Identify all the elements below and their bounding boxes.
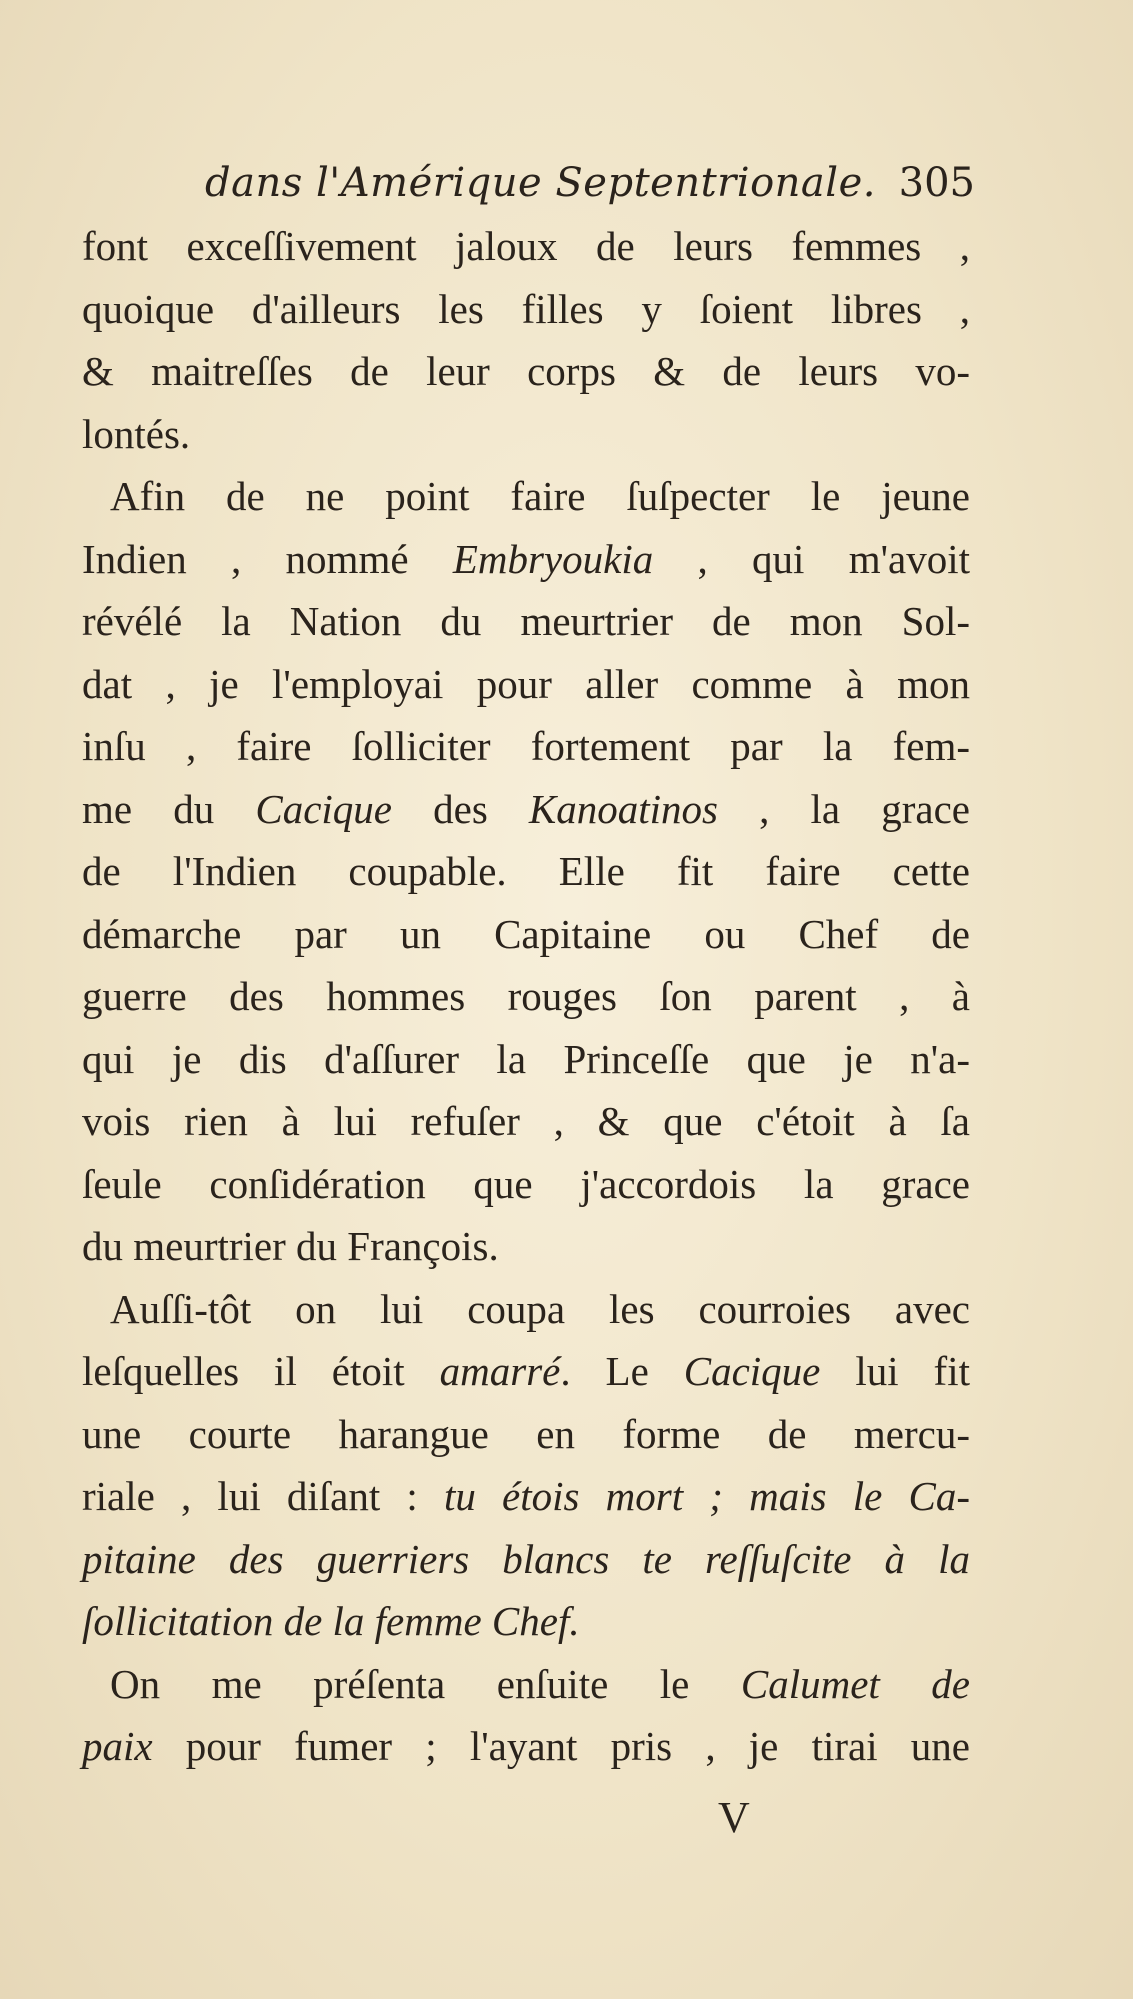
- text-line: [82, 465, 970, 528]
- text-segment: , la grace: [718, 785, 970, 832]
- text-line: [82, 1653, 970, 1716]
- italic-text: Calumet de: [740, 1660, 970, 1707]
- text-line: [82, 965, 970, 1028]
- text-segment: révélé la Nation du meurtrier de mon Sol-: [82, 598, 970, 644]
- text-segment: ſeule conſidération que j'accordois la grace: [82, 1160, 970, 1207]
- text-line: [82, 1465, 970, 1528]
- text-line: [82, 715, 970, 778]
- text-line: [82, 590, 970, 653]
- italic-text: Embryoukia: [452, 535, 654, 582]
- text-segment: Indien , nommé: [82, 535, 453, 582]
- signature-mark: V: [718, 1793, 750, 1842]
- text-line: [82, 1528, 970, 1591]
- page-number: 305: [898, 160, 975, 206]
- text-segment: Auſſi-tôt on lui coupa les courroies avec: [110, 1285, 970, 1332]
- text-line: [82, 1715, 970, 1778]
- italic-text: paix: [82, 1723, 153, 1769]
- text-line: [82, 1403, 970, 1466]
- text-segment: des: [392, 785, 529, 832]
- text-line: [82, 1153, 970, 1216]
- italic-text: Kanoatinos: [528, 785, 719, 832]
- text-segment: démarche par un Capitaine ou Chef de: [82, 910, 970, 957]
- italic-text: tu étois mort ; mais le Ca-: [443, 1473, 970, 1519]
- text-line: [82, 840, 970, 903]
- running-head: dans l'Amérique Septentrionale.: [205, 160, 876, 206]
- text-segment: inſu , faire ſolliciter fortement par la fem-: [82, 723, 970, 769]
- text-segment: font exceſſivement jaloux de leurs femmes ,: [82, 223, 970, 269]
- text-line: [82, 528, 970, 591]
- text-segment: & maitreſſes de leur corps & de leurs vo-: [82, 348, 970, 394]
- italic-text: pitaine des guerriers blancs te reſſuſcite à la: [82, 1535, 970, 1582]
- text-segment: lontés.: [82, 410, 191, 457]
- italic-text: ſollicitation de la femme Chef.: [82, 1598, 580, 1644]
- text-line: [82, 1028, 970, 1091]
- text-segment: du meurtrier du François.: [82, 1223, 499, 1269]
- page-header: [205, 160, 975, 220]
- text-segment: guerre des hommes rouges ſon parent , à: [82, 973, 970, 1019]
- text-segment: riale , lui diſant :: [82, 1473, 444, 1519]
- text-segment: quoique d'ailleurs les filles y ſoient libres ,: [82, 285, 970, 332]
- text-line: [82, 903, 970, 966]
- text-segment: . Le: [560, 1348, 684, 1394]
- text-segment: On me préſenta enſuite le: [110, 1660, 741, 1707]
- text-line: [82, 215, 970, 278]
- text-line: [82, 653, 970, 716]
- text-line: [82, 1278, 970, 1341]
- text-segment: une courte harangue en forme de mercu-: [82, 1410, 970, 1457]
- text-segment: dat , je l'employai pour aller comme à mon: [82, 660, 970, 707]
- text-line: [82, 403, 970, 466]
- text-line: [82, 1090, 970, 1153]
- text-segment: leſquelles il étoit: [82, 1348, 440, 1394]
- italic-text: Cacique: [683, 1348, 821, 1394]
- text-segment: pour fumer ; l'ayant pris , je tirai une: [152, 1723, 970, 1769]
- text-segment: lui fit: [820, 1348, 970, 1394]
- text-line: [82, 1215, 970, 1278]
- text-line: [82, 1590, 970, 1653]
- text-segment: qui je dis d'aſſurer la Princeſſe que je n'a-: [82, 1035, 970, 1082]
- italic-text: Cacique: [255, 785, 392, 832]
- text-segment: vois rien à lui refuſer , & que c'étoit à ſa: [82, 1098, 970, 1144]
- text-line: [82, 278, 970, 341]
- text-segment: Afin de ne point faire ſuſpecter le jeune: [110, 473, 970, 519]
- body-text: [82, 215, 970, 1778]
- text-segment: de l'Indien coupable. Elle fit faire cette: [82, 848, 970, 894]
- text-line: [82, 778, 970, 841]
- text-line: [82, 340, 970, 403]
- text-line: [82, 1340, 970, 1403]
- text-segment: , qui m'avoit: [653, 535, 970, 582]
- text-segment: me du: [82, 785, 256, 832]
- italic-text: amarré: [439, 1348, 561, 1394]
